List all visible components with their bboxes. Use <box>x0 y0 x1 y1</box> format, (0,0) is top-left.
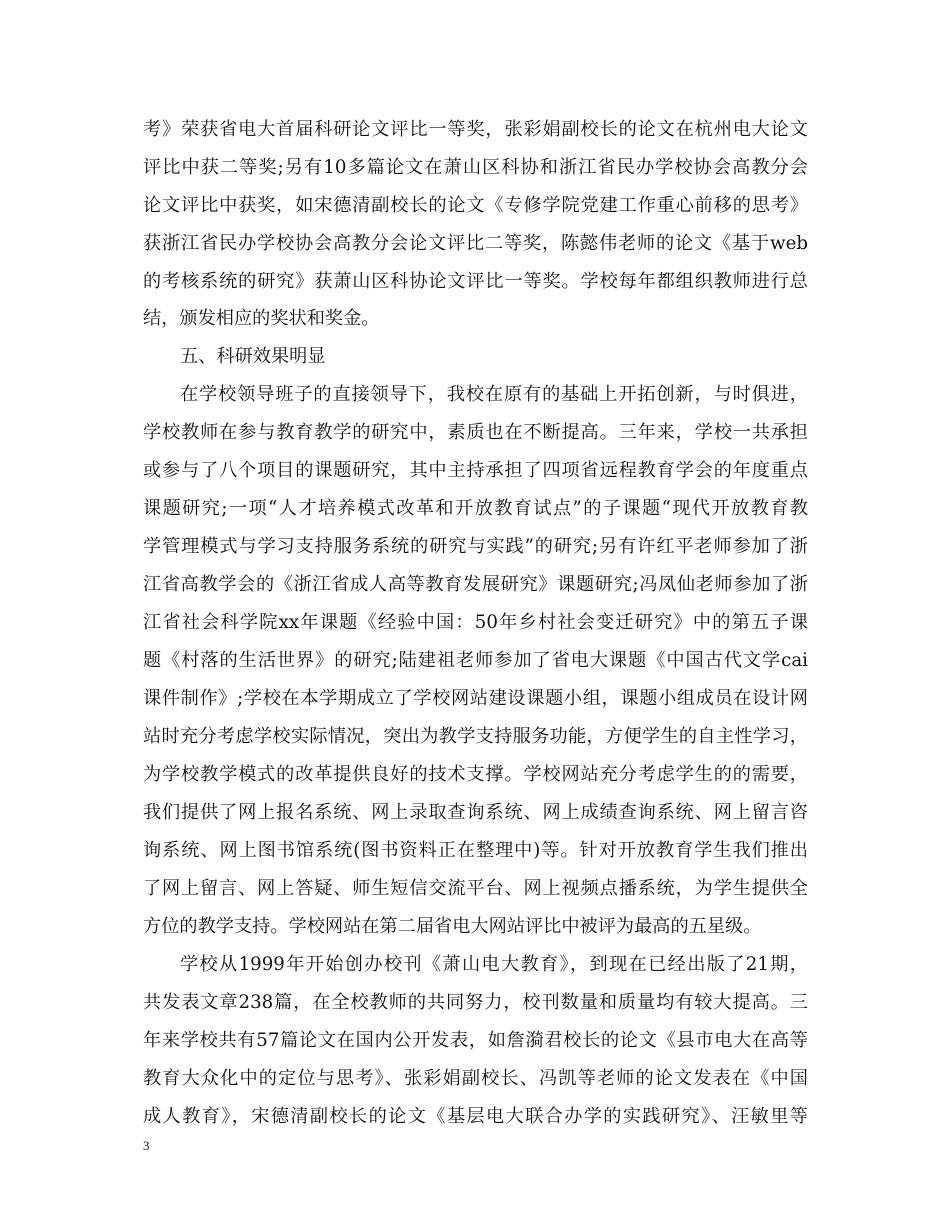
paragraph-line: 获浙江省民办学校协会高教分会论文评比二等奖，陈懿伟老师的论文《基于web <box>143 233 808 254</box>
paragraph-line: 我们提供了网上报名系统、网上录取查询系统、网上成绩查询系统、网上留言咨 <box>143 802 808 823</box>
paragraph-line: 为学校教学模式的改革提供良好的技术支撑。学校网站充分考虑学生的的需要， <box>143 764 808 785</box>
paragraph-line: 学管理模式与学习支持服务系统的研究与实践”的研究;另有许红平老师参加了浙 <box>143 536 808 557</box>
section-heading: 五、科研效果明显 <box>180 346 326 367</box>
paragraph-line: 询系统、网上图书馆系统(图书资料正在整理中)等。针对开放教育学生我们推出 <box>143 840 808 861</box>
paragraph-line: 学校教师在参与教育教学的研究中，素质也在不断提高。三年来，学校一共承担 <box>143 422 808 443</box>
paragraph-line: 考》荣获省电大首届科研论文评比一等奖，张彩娟副校长的论文在杭州电大论文 <box>143 119 808 140</box>
paragraph-line: 了网上留言、网上答疑、师生短信交流平台、网上视频点播系统，为学生提供全 <box>143 878 808 899</box>
paragraph-line: 评比中获二等奖;另有10多篇论文在萧山区科协和浙江省民办学校协会高教分会 <box>143 157 808 178</box>
paragraph-line: 结，颁发相应的奖状和奖金。 <box>143 308 380 329</box>
paragraph-line: 课题研究;一项“人才培养模式改革和开放教育试点”的子课题“现代开放教育教 <box>143 498 808 519</box>
paragraph-line: 的考核系统的研究》获萧山区科协论文评比一等奖。学校每年都组织教师进行总 <box>143 271 808 292</box>
paragraph-line: 学校从1999年开始创办校刊《萧山电大教育》，到现在已经出版了21期， <box>180 954 808 975</box>
paragraph-line: 江省社会科学院xx年课题《经验中国：50年乡村社会变迁研究》中的第五子课 <box>143 612 808 633</box>
paragraph-line: 课件制作》;学校在本学期成立了学校网站建设课题小组，课题小组成员在设计网 <box>143 688 808 709</box>
paragraph-line: 题《村落的生活世界》的研究;陆建祖老师参加了省电大课题《中国古代文学cai <box>143 650 808 671</box>
paragraph-line: 在学校领导班子的直接领导下，我校在原有的基础上开拓创新，与时俱进， <box>180 384 808 405</box>
paragraph-line: 共发表文章238篇，在全校教师的共同努力，校刊数量和质量均有较大提高。三 <box>143 992 808 1013</box>
paragraph-line: 论文评比中获奖，如宋德清副校长的论文《专修学院党建工作重心前移的思考》 <box>143 195 808 216</box>
paragraph-line: 年来学校共有57篇论文在国内公开发表，如詹漪君校长的论文《县市电大在高等 <box>143 1030 808 1051</box>
paragraph-line: 站时充分考虑学校实际情况，突出为教学支持服务功能，方便学生的自主性学习， <box>143 726 808 747</box>
paragraph-line: 江省高教学会的《浙江省成人高等教育发展研究》课题研究;冯凤仙老师参加了浙 <box>143 574 808 595</box>
page-number: 3 <box>143 1138 150 1153</box>
paragraph-line: 教育大众化中的定位与思考》、张彩娟副校长、冯凯等老师的论文发表在《中国 <box>143 1068 808 1089</box>
paragraph-line: 成人教育》，宋德清副校长的论文《基层电大联合办学的实践研究》、汪敏里等 <box>143 1106 808 1127</box>
paragraph-line: 或参与了八个项目的课题研究，其中主持承担了四项省远程教育学会的年度重点 <box>143 460 808 481</box>
paragraph-line: 方位的教学支持。学校网站在第二届省电大网站评比中被评为最高的五星级。 <box>143 916 762 937</box>
